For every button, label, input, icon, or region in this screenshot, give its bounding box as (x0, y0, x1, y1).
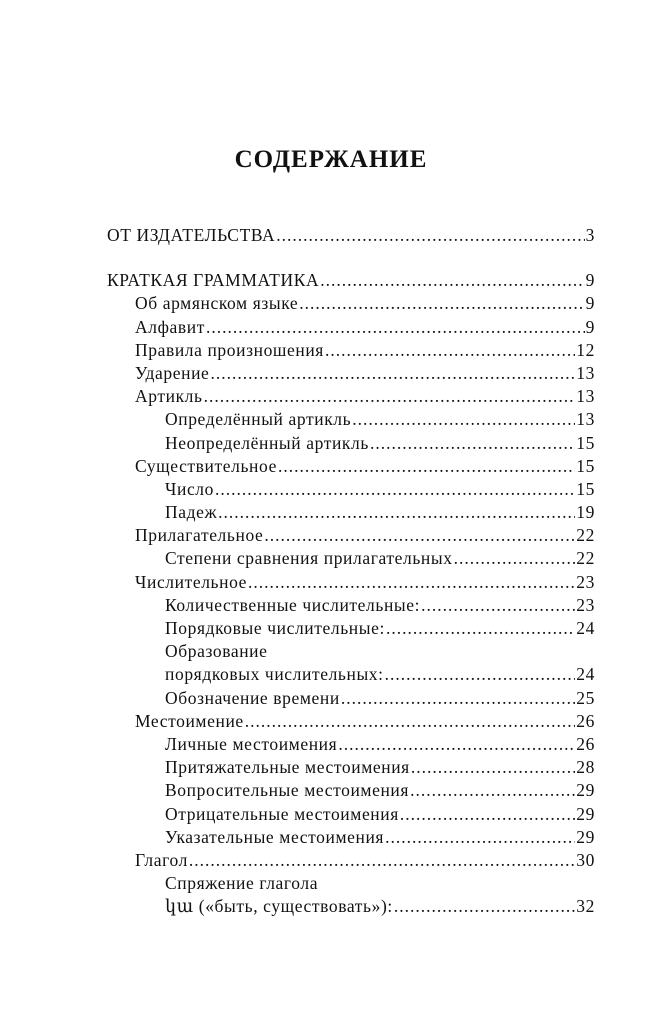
toc-entry (107, 293, 595, 316)
dot-leader (338, 734, 575, 755)
toc-entry (107, 711, 595, 734)
toc-entry-title: КРАТКАЯ ГРАММАТИКА (107, 270, 320, 291)
toc-entry-title: Отрицательные местоимения (165, 803, 399, 824)
toc-entry (107, 641, 595, 664)
dot-leader (245, 711, 576, 732)
toc-entry-page: 19 (576, 502, 595, 523)
dot-leader (215, 479, 575, 500)
toc-entry-page: 9 (585, 316, 595, 337)
toc-entry-page: 15 (576, 432, 595, 453)
dot-leader (210, 363, 575, 384)
toc-entry-title: Числительное (135, 571, 248, 592)
toc-entry-title: Число (165, 478, 214, 499)
dot-leader (385, 664, 576, 685)
toc-entry-title: порядковых числительных: (165, 664, 384, 685)
toc-entry (107, 340, 595, 363)
toc-entry-title: Прилагательное (135, 525, 264, 546)
toc-entry-page: 13 (576, 386, 595, 407)
dot-leader (411, 757, 575, 778)
toc-entry (107, 618, 595, 641)
toc-entry (107, 317, 595, 340)
toc-entry-title: Порядковые числительные: (165, 618, 385, 638)
toc-entry (107, 502, 595, 525)
dot-leader (370, 433, 575, 454)
toc-entry (107, 386, 595, 409)
dot-leader (394, 896, 575, 917)
toc-entry (107, 433, 595, 456)
toc-entry (107, 850, 595, 873)
toc-entry-title: Образование (165, 641, 268, 662)
dot-leader (248, 572, 575, 593)
toc-entry-page: 22 (576, 548, 595, 569)
toc-entry-title: Личные местоимения (165, 733, 338, 754)
toc-entry-page: 13 (576, 409, 595, 430)
toc-entry-page: 26 (576, 733, 595, 754)
dot-leader (421, 595, 575, 616)
toc-entry-page: 24 (576, 618, 595, 638)
toc-entry-page: 26 (576, 710, 595, 731)
toc-entry-title: Обозначение времени (165, 687, 340, 708)
toc-entry-page: 22 (576, 525, 595, 546)
toc-entry-page: 3 (585, 225, 595, 245)
dot-leader (278, 456, 575, 477)
dot-leader (218, 502, 575, 523)
toc-entry-title: Степени сравнения прилагательных (165, 548, 453, 569)
dot-leader (454, 548, 576, 569)
toc-entry-page: 23 (576, 571, 595, 592)
toc-entry-page: 24 (576, 664, 595, 685)
toc-entry-page: 25 (576, 687, 595, 708)
dot-leader (276, 225, 584, 246)
dot-leader (299, 293, 584, 314)
dot-leader (352, 409, 575, 430)
toc-entry-title: ОТ ИЗДАТЕЛЬСТВА (107, 225, 276, 245)
toc-entry (107, 757, 595, 780)
toc-entry (107, 479, 595, 502)
toc-entry-title: Существительное (135, 455, 277, 476)
toc-entry-title: Спряжение глагола (165, 873, 319, 894)
dot-leader (385, 827, 575, 848)
dot-leader (204, 386, 576, 407)
toc-entry-title: Артикль (135, 386, 203, 407)
toc-entry (107, 270, 595, 293)
toc-entry (107, 456, 595, 479)
toc-entry (107, 548, 595, 571)
dot-leader (341, 688, 575, 709)
toc-entry-title: Вопросительные местоимения (165, 780, 410, 801)
toc-entry-title: Алфавит (135, 316, 205, 337)
toc-entry-title: Об армянском языке (135, 293, 299, 314)
toc-entry (107, 664, 595, 687)
toc-entry-page: 13 (576, 362, 595, 383)
toc-entry-page: 29 (576, 826, 595, 847)
toc-entry-title: Правила произношения (135, 339, 324, 360)
toc-entry (107, 827, 595, 850)
dot-leader (206, 317, 585, 338)
dot-leader (386, 618, 575, 639)
toc-entry (107, 688, 595, 711)
table-of-contents (107, 225, 595, 919)
toc-entry (107, 595, 595, 618)
toc-entry-title: Местоимение (135, 710, 244, 731)
toc-entry (107, 525, 595, 548)
toc-entry (107, 804, 595, 827)
dot-leader (189, 850, 575, 871)
toc-entry-title: Количественные числительные: (165, 594, 421, 615)
toc-entry-title: Определённый артикль (165, 409, 352, 430)
toc-entry-title: Неопределённый артикль (165, 432, 369, 453)
toc-entry (107, 225, 595, 248)
toc-entry-title: Падеж (165, 502, 218, 523)
page-title: СОДЕРЖАНИЕ (234, 146, 428, 173)
toc-entry (107, 780, 595, 803)
toc-entry-page: 15 (576, 455, 595, 476)
toc-entry (107, 734, 595, 757)
toc-entry-page: 23 (576, 594, 595, 615)
toc-entry (107, 363, 595, 386)
toc-entry (107, 572, 595, 595)
toc-entry-title: կա («быть, существовать»): (165, 896, 393, 917)
toc-entry-title: Притяжательные местоимения (165, 757, 410, 778)
toc-entry-page: 29 (576, 803, 595, 824)
toc-entry-page: 28 (576, 757, 595, 778)
toc-entry-page: 15 (576, 478, 595, 499)
toc-entry-page: 29 (576, 780, 595, 801)
toc-entry-page: 9 (585, 293, 595, 314)
toc-entry-title: Указательные местоимения (165, 826, 385, 847)
toc-entry (107, 873, 595, 896)
dot-leader (264, 525, 575, 546)
toc-entry-page: 30 (576, 849, 595, 870)
dot-leader (410, 780, 575, 801)
toc-entry (107, 409, 595, 432)
toc-entry-title: Ударение (135, 362, 210, 383)
toc-entry (107, 896, 595, 919)
dot-leader (400, 804, 575, 825)
toc-entry-page: 12 (576, 339, 595, 360)
toc-entry-page: 9 (585, 270, 595, 291)
toc-entry-title: Глагол (135, 849, 188, 870)
toc-entry-page: 32 (576, 896, 595, 917)
dot-leader (320, 270, 584, 291)
dot-leader (325, 340, 575, 361)
